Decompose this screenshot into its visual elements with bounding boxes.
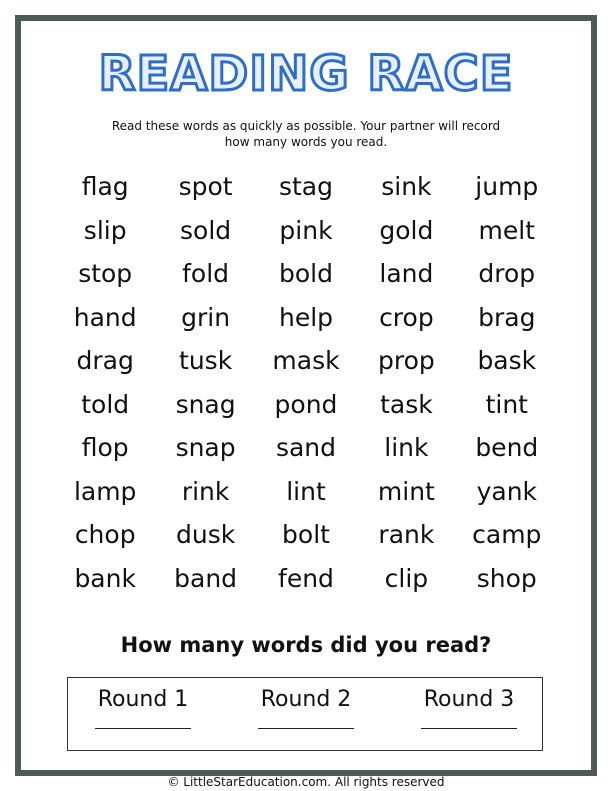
word-item: snap (175, 433, 236, 462)
word-item: clip (384, 563, 429, 593)
word-item: sold (180, 215, 232, 245)
round-1 (78, 686, 208, 729)
word-item: brag (478, 302, 536, 332)
word-item: chop (74, 520, 136, 549)
word-item: sand (275, 433, 337, 462)
word-item: pond (274, 389, 338, 419)
word-item: bend (475, 433, 539, 462)
word-item: slip (83, 215, 127, 245)
round-2 (241, 686, 371, 729)
word-item: yank (476, 476, 538, 506)
word-item: rank (378, 520, 435, 549)
word-item: fold (182, 259, 230, 288)
word-item: lint (286, 476, 326, 506)
word-item: lamp (73, 476, 137, 506)
word-item: fend (278, 563, 334, 593)
word-item: snag (175, 389, 236, 419)
word-item: bold (279, 259, 333, 288)
word-item: mask (272, 346, 340, 375)
word-item: bank (74, 563, 136, 593)
word-item: spot (178, 172, 233, 201)
word-item: gold (379, 215, 434, 245)
instructions-line-1: Read these words as quickly as possible. Your partner will record (111, 119, 501, 133)
word-item: crop (379, 302, 434, 332)
word-item: mint (377, 476, 435, 506)
word-item: bask (477, 346, 537, 375)
word-item: rink (181, 476, 230, 506)
word-item: tusk (179, 346, 233, 375)
word-item: told (81, 389, 130, 419)
word-item: task (380, 389, 433, 419)
word-item: pink (279, 215, 333, 245)
round-answer-line[interactable] (258, 728, 354, 729)
word-item: jump (475, 172, 539, 201)
word-item: land (379, 259, 434, 288)
round-label: Round 1 (97, 687, 189, 712)
word-item: drop (478, 259, 536, 288)
word-item: band (174, 563, 238, 593)
instructions (60, 118, 552, 150)
page-title: READING RACE (98, 46, 514, 102)
word-item: help (278, 302, 334, 332)
word-item: prop (378, 346, 435, 375)
word-item: hand (73, 302, 137, 332)
instructions-line-2: how many words you read. (224, 135, 388, 149)
word-item: melt (478, 215, 536, 245)
word-grid (55, 165, 557, 600)
word-item: shop (476, 563, 537, 593)
word-item: link (384, 433, 429, 462)
rounds-box (67, 677, 543, 751)
word-item: stop (78, 259, 133, 288)
word-item: dusk (175, 520, 236, 549)
word-item: tint (485, 389, 528, 419)
word-item: drag (76, 346, 134, 375)
word-item: flop (81, 433, 129, 462)
word-item: stag (278, 172, 333, 201)
word-item: camp (472, 520, 542, 549)
round-label: Round 3 (423, 687, 515, 712)
word-item: grin (181, 302, 231, 332)
copyright-footer: © LittleStarEducation.com. All rights reserved (167, 775, 445, 789)
word-item: sink (381, 172, 432, 201)
round-3 (404, 686, 534, 729)
round-answer-line[interactable] (421, 728, 517, 729)
round-answer-line[interactable] (95, 728, 191, 729)
question-heading: How many words did you read? (120, 633, 492, 657)
word-item: bolt (282, 520, 330, 549)
round-label: Round 2 (260, 687, 352, 712)
word-item: flag (81, 172, 129, 201)
